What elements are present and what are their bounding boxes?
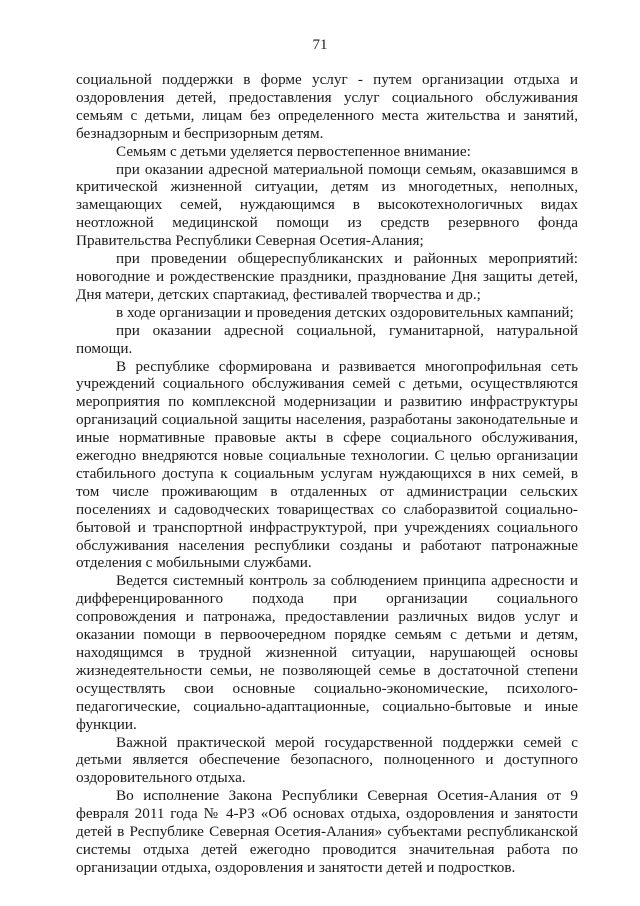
paragraph-law-implementation: Во исполнение Закона Республики Северная Осетия-Алания от 9 февраля 2011 года № 4-РЗ «Об основах отдыха, оздоровления и занятости детей в Республике Северная Осетия-Алания» субъектами республиканской системы отдыха детей ежегодно проводится значительная работа по организации отдыха, оздоровления и занятости детей и подростков. <box>76 787 578 876</box>
paragraph-events: при проведении общереспубликанских и районных мероприятий: новогодние и рождественские праздники, празднование Дня защиты детей, Дня матери, детских спартакиад, фестивалей творчества и др.; <box>76 250 578 303</box>
paragraph-service-network: В республике сформирована и развивается многопрофильная сеть учреждений социального обслуживания семей с детьми, осуществляются мероприятия по комплексной модернизации и развитию инфраструктуры организаций социальной защиты населения, разработаны законодательные и иные нормативные правовые акты в сфере социального обслуживания, ежегодно внедряются новые социальные технологии. С целью организации стабильного доступа к социальным услугам нуждающихся в них семей, в том числе проживающим в отдаленных от администрации сельских поселениях и садоводческих товариществах со слаборазвитой социально-бытовой и транспортной инфраструктурой, при учреждениях социального обслуживания населения республики созданы и работают патронажные отделения с мобильными службами. <box>76 357 578 572</box>
paragraph-humanitarian-aid: при оказании адресной социальной, гуманитарной, натуральной помощи. <box>76 321 578 357</box>
paragraph-continuation: социальной поддержки в форме услуг - путем организации отдыха и оздоровления детей, предоставления услуг социального обслуживания семьям с детьми, лицам без определенного места жительства и занятий, безнадзорным и беспризорным детям. <box>76 71 578 142</box>
page-number: 71 <box>312 37 328 53</box>
paragraph-recreation-support: Важной практической мерой государственной поддержки семей с детьми является обеспечение безопасного, полноценного и доступного оздоровительного отдыха. <box>76 733 578 787</box>
paragraph-system-control: Ведется системный контроль за соблюдением принципа адресности и дифференцированного подхода при организации социального сопровождения и патронажа, предоставлении различных видов услуг и оказании помощи в первоочередном порядке семьям с детьми и детям, находящимся в трудной жизненной ситуации, нарушающей основы жизнедеятельности семьи, не позволяющей семье в достаточной степени осуществлять свои основные социально-экономические, психолого-педагогические, социально-адаптационные, социально-бытовые и иные функции. <box>76 572 578 733</box>
paragraph-health-campaigns: в ходе организации и проведения детских оздоровительных кампаний; <box>116 303 574 321</box>
paragraph-family-attention: Семьям с детьми уделяется первостепенное внимание: <box>116 142 471 160</box>
paragraph-material-assistance: при оказании адресной материальной помощи семьям, оказавшимся в критической жизненной ситуации, детям из многодетных, неполных, замещающих семей, нуждающимся в высокотехнологичных видах неотложной медицинской помощи из средств резервного фонда Правительства Республики Северная Осетия-Алания; <box>76 160 578 250</box>
body-text <box>76 71 578 877</box>
